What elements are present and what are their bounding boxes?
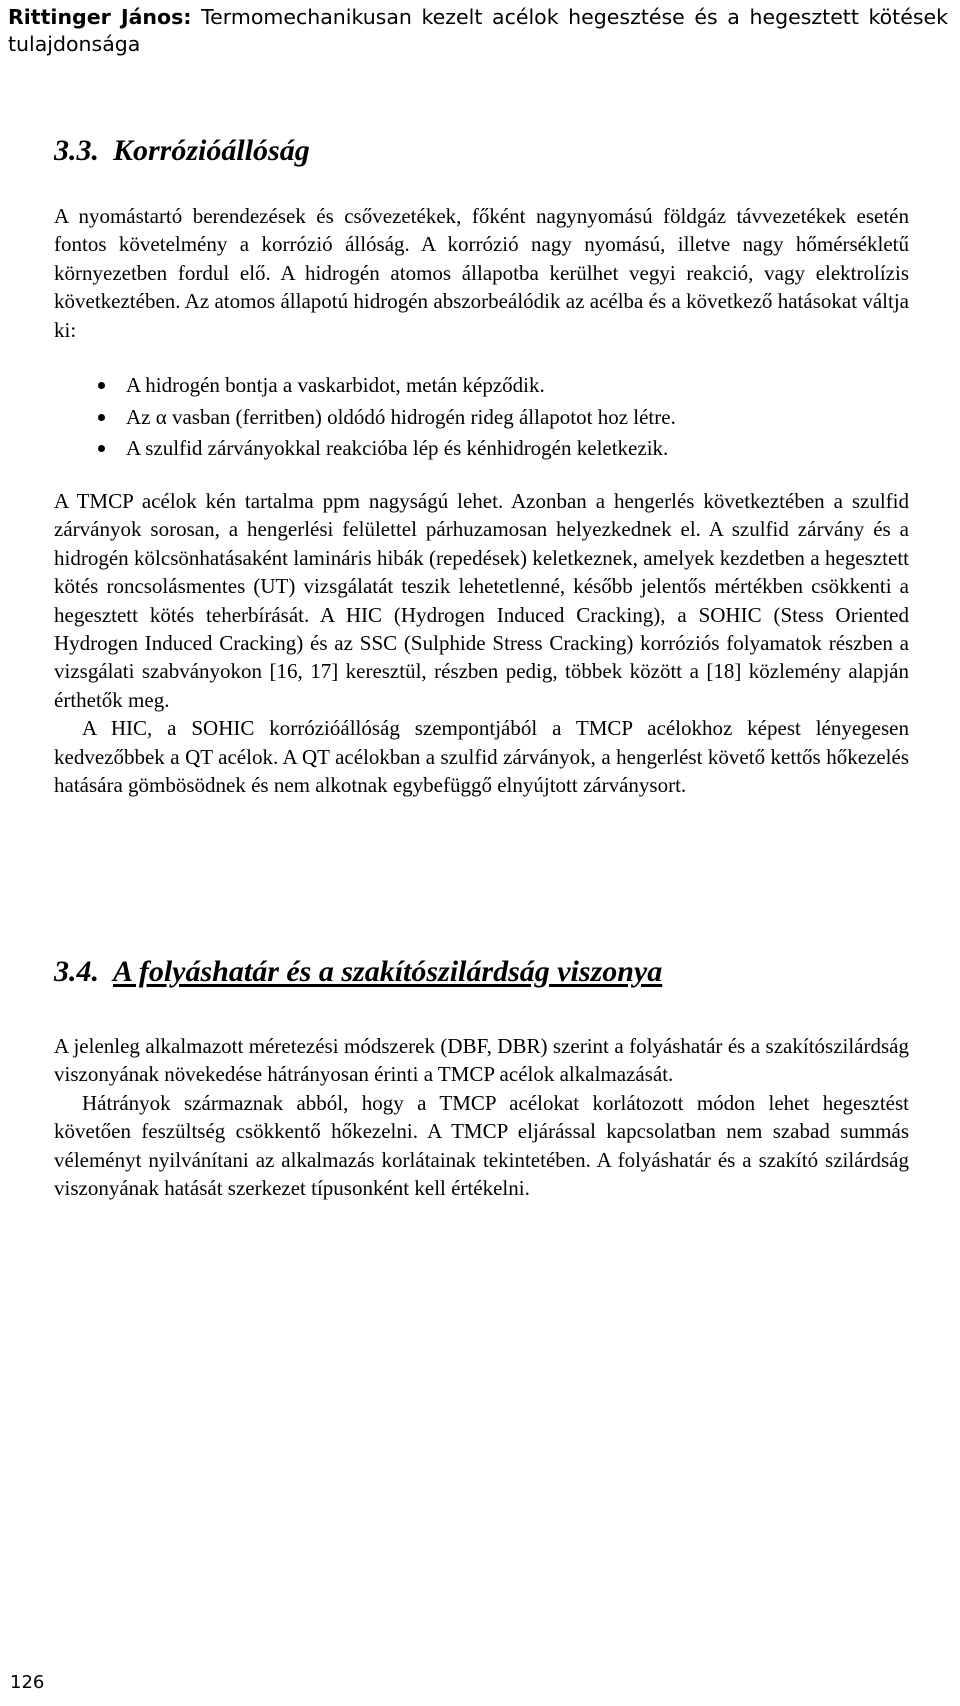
section-3-3-intro: A nyomástartó berendezések és csővezetékek, főként nagynyomású földgáz távvezetékek esetén fontos követelmény a korrózió állóság. A korrózió nagy nyomású, illetve nagy hőmérsékletű környezetben fordul elő. A hidrogén atomos állapotba kerülhet vegyi reakció, vagy elektrolízis következtében. Az atomos állapotú hidrogén abszorbeálódik az acélba és a következő hatásokat váltja ki: xyxy=(54,204,909,342)
section-3-3-paragraph-2: A TMCP acélok kén tartalma ppm nagyságú lehet. Azonban a hengerlés következtében a szulfid zárványok sorosan, a hengerlési felülettel párhuzamosan helyezkednek el. A szulfid zárvány és a hidrogén kölcsönhatásaként lamináris hibák (repedések) keletkeznek, amelyek kezdetben a hegesztett kötés roncsolásmentes (UT) vizsgálatát teszik lehetetlenné, később jelentős mértékben csökkenti a hegesztett kötés teherbírását. A HIC (Hydrogen Induced Cracking), a SOHIC (Stess Oriented Hydrogen Induced Cracking) és az SSC (Sulphide Stress Cracking) korróziós folyamatok részben a vizsgálati szabványokon [16, 17] keresztül, részben pedig, többek között a [18] közlemény alapján érthetők meg. xyxy=(54,489,909,712)
section-3-3-title: Korrózióállóság xyxy=(113,134,310,167)
section-3-3-paragraph-3: A HIC, a SOHIC korrózióállóság szempontjából a TMCP acélokhoz képest lényegesen kedvezőbbek a QT acélok. A QT acélokban a szulfid zárványok, a hengerlést követő kettős hőkezelés hatására gömbösödnek és nem alkotnak egybefüggő elnyújtott zárványsort. xyxy=(54,716,909,798)
section-3-3-number: 3.3. xyxy=(54,134,99,167)
list-item-text: A hidrogén bontja a vaskarbidot, metán képződik. xyxy=(126,373,545,397)
list-item xyxy=(54,370,909,402)
bullet-list xyxy=(54,370,909,465)
section-3-4-number: 3.4. xyxy=(54,955,99,988)
section-3-3-intro-block xyxy=(54,202,909,344)
section-3-3-body-block xyxy=(54,487,909,799)
bullet-icon xyxy=(98,414,105,421)
section-3-4-title: A folyáshatár és a szakítószilárdság viszonya xyxy=(113,955,663,988)
section-3-4-heading xyxy=(54,954,662,990)
bullet-icon xyxy=(98,445,105,452)
list-item-text: A szulfid zárványokkal reakcióba lép és kénhidrogén keletkezik. xyxy=(126,436,669,460)
header-author: Rittinger János: xyxy=(8,5,192,29)
list-item-text: Az α vasban (ferritben) oldódó hidrogén rideg állapotot hoz létre. xyxy=(126,404,676,429)
section-3-4-paragraph-1: A jelenleg alkalmazott méretezési módszerek (DBF, DBR) szerint a folyáshatár és a szakítószilárdság viszonyának növekedése hátrányosan érinti a TMCP acélok alkalmazását. xyxy=(54,1034,909,1087)
header-title: Termomechanikusan kezelt acélok hegesztése és a hegesztett kötések tulajdonsága xyxy=(8,5,948,56)
bullet-icon xyxy=(98,382,105,389)
section-3-4-body-block xyxy=(54,1032,909,1202)
list-item xyxy=(54,433,909,465)
list-item xyxy=(54,402,909,434)
section-3-3-heading xyxy=(54,133,310,169)
bullet-list-block xyxy=(54,370,909,465)
page-number: 126 xyxy=(10,1672,45,1693)
section-3-4-paragraph-2: Hátrányok származnak abból, hogy a TMCP acélokat korlátozott módon lehet hegesztést követően feszültség csökkentő hőkezelni. A TMCP eljárással kapcsolatban nem szabad summás véleményt nyilvánítani az alkalmazás korlátainak tekintetében. A folyáshatár és a szakító szilárdság viszonyának hatását szerkezet típusonként kell értékelni. xyxy=(54,1090,909,1201)
running-header xyxy=(8,4,948,58)
